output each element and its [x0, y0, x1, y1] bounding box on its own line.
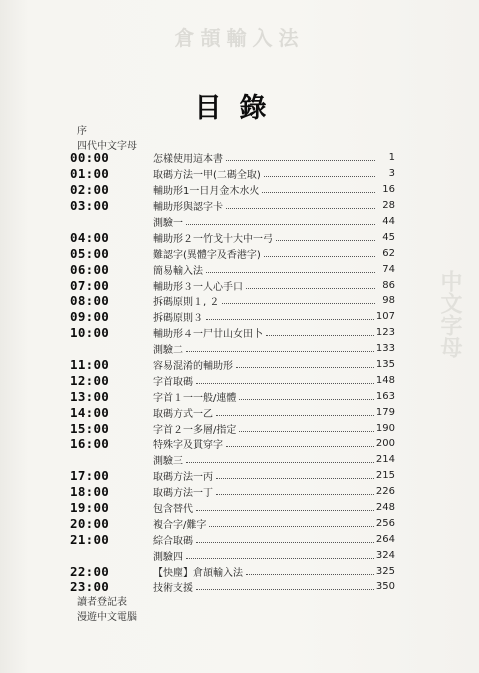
toc-entry-label: 取碼方法一丁 — [153, 488, 213, 500]
toc-leader-dots — [262, 192, 375, 193]
toc-page-number: 248 — [375, 502, 395, 514]
toc-row — [70, 515, 395, 531]
front-item-preface: 序 — [77, 126, 87, 137]
toc-page-number: 190 — [375, 422, 395, 434]
toc-time: 22:00 — [70, 563, 110, 579]
toc-entry — [153, 245, 395, 261]
toc-page-number: 123 — [375, 327, 395, 339]
toc-time: 14:00 — [70, 404, 110, 420]
toc-entry-label: 取碼方法一丙 — [153, 472, 213, 484]
toc-row — [70, 404, 395, 420]
toc-row — [70, 214, 395, 230]
toc-page-number: 107 — [375, 311, 395, 323]
toc-entry — [153, 150, 395, 166]
toc-entry-label: 難認字(異體字及香港字) — [153, 249, 261, 261]
toc-page-number: 214 — [375, 454, 395, 466]
toc-page-number: 256 — [375, 517, 395, 529]
toc-entry — [153, 563, 395, 579]
toc-row — [70, 420, 395, 436]
toc-row — [70, 277, 395, 293]
toc-row — [70, 150, 395, 166]
toc-leader-dots — [196, 589, 374, 590]
toc-entry-label: 取碼方式一乙 — [153, 408, 213, 420]
toc-time: 15:00 — [70, 420, 110, 436]
toc-leader-dots — [216, 494, 374, 495]
toc-row — [70, 293, 395, 309]
toc-leader-dots — [216, 478, 374, 479]
toc-page-number: 226 — [375, 486, 395, 498]
toc-time: 08:00 — [70, 293, 110, 309]
toc-entry-label: 測驗三 — [153, 456, 183, 468]
toc-row — [70, 245, 395, 261]
toc-page-number: 44 — [382, 216, 395, 227]
toc-page-number: 86 — [382, 279, 395, 291]
toc-time: 16:00 — [70, 436, 110, 452]
toc-entry-label: 容易混淆的輔助形 — [153, 361, 233, 373]
toc-leader-dots — [246, 288, 375, 289]
toc-leader-dots — [206, 272, 375, 273]
toc-row — [70, 341, 395, 357]
toc-leader-dots — [246, 574, 374, 575]
toc-entry — [153, 436, 395, 452]
toc-entry — [153, 198, 395, 214]
toc-row — [70, 484, 395, 500]
toc-entry — [153, 261, 395, 277]
toc-page-number: 215 — [375, 470, 395, 482]
toc-page-number: 148 — [375, 374, 395, 386]
toc-row — [70, 500, 395, 516]
toc-page-number: 74 — [382, 263, 395, 275]
toc-leader-dots — [226, 160, 375, 161]
toc-entry — [153, 404, 395, 420]
toc-time: 17:00 — [70, 468, 110, 484]
toc-entry — [153, 277, 395, 293]
toc-time: 20:00 — [70, 515, 110, 531]
toc-time: 09:00 — [70, 309, 110, 325]
toc-entry-label: 取碼方法一甲(二碼全取) — [153, 170, 261, 182]
toc-page-number: 133 — [375, 343, 395, 355]
toc-row — [70, 309, 395, 325]
toc-page-number: 135 — [375, 359, 395, 371]
toc-time: 23:00 — [70, 579, 110, 595]
back-item-roaming: 漫遊中文電腦 — [77, 612, 137, 623]
toc-page-number: 200 — [375, 438, 395, 450]
toc-leader-dots — [239, 431, 374, 432]
toc-row — [70, 388, 395, 404]
back-item-registration: 讀者登記表 — [77, 597, 127, 608]
toc-row — [70, 563, 395, 579]
toc-entry-label: 綜合取碼 — [153, 535, 193, 547]
toc-time: 12:00 — [70, 372, 110, 388]
toc-page-number: 16 — [382, 184, 395, 196]
toc-row — [70, 468, 395, 484]
toc-page-number: 324 — [375, 549, 395, 561]
toc-row — [70, 325, 395, 341]
toc-entry-label: 技術支援 — [153, 583, 193, 595]
toc-entry — [153, 388, 395, 404]
toc-entry — [153, 182, 395, 198]
toc-time: 02:00 — [70, 182, 110, 198]
toc-entry-label: 輔助形３一人心手口 — [153, 281, 243, 293]
toc-leader-dots — [186, 558, 374, 559]
toc-entry-label: 測驗一 — [153, 218, 183, 229]
toc-row — [70, 182, 395, 198]
toc-entry — [153, 214, 395, 230]
toc-entry-label: 輔助形２一竹戈十大中一弓 — [153, 233, 273, 245]
toc-leader-dots — [206, 319, 374, 320]
toc-entry — [153, 468, 395, 484]
toc-entry — [153, 325, 395, 341]
toc-list — [70, 150, 395, 595]
toc-leader-dots — [239, 399, 374, 400]
toc-page-number: 3 — [388, 168, 395, 180]
bleed-through-header: 倉頡輸入法 — [174, 26, 305, 50]
toc-page-number: 28 — [382, 200, 395, 212]
toc-time: 19:00 — [70, 500, 110, 516]
toc-leader-dots — [236, 367, 374, 368]
toc-time: 01:00 — [70, 166, 110, 182]
toc-entry — [153, 500, 395, 516]
toc-entry-label: 字首取碼 — [153, 376, 193, 388]
toc-time: 07:00 — [70, 277, 110, 293]
toc-entry-label: 【快塵】倉頡輸入法 — [153, 567, 243, 579]
toc-entry-label: 包含替代 — [153, 504, 193, 516]
toc-entry-label: 測驗四 — [153, 551, 183, 563]
toc-entry-label: 複合字/難字 — [153, 519, 207, 531]
toc-leader-dots — [276, 240, 375, 241]
toc-entry — [153, 309, 395, 325]
toc-leader-dots — [216, 415, 374, 416]
toc-entry — [153, 515, 395, 531]
toc-leader-dots — [266, 335, 374, 336]
toc-time: 13:00 — [70, 388, 110, 404]
toc-entry-label: 字首１一一般/連體 — [153, 392, 237, 404]
toc-row — [70, 531, 395, 547]
toc-leader-dots — [196, 510, 374, 511]
toc-leader-dots — [226, 208, 375, 209]
toc-time: 05:00 — [70, 245, 110, 261]
toc-entry-label: 特殊字及貫穿字 — [153, 440, 223, 452]
toc-page-number: 62 — [382, 247, 395, 259]
toc-time: 11:00 — [70, 357, 110, 373]
toc-entry — [153, 579, 395, 595]
toc-entry-label: 拆碼原則３ — [153, 313, 203, 325]
toc-page-number: 163 — [375, 390, 395, 402]
toc-page-number: 98 — [382, 295, 395, 307]
toc-leader-dots — [186, 462, 374, 463]
toc-page-number: 1 — [388, 152, 395, 164]
toc-time: 04:00 — [70, 229, 110, 245]
toc-entry-label: 拆碼原則１, ２ — [153, 297, 220, 309]
toc-row — [70, 547, 395, 563]
toc-entry — [153, 166, 395, 182]
toc-entry-label: 測驗二 — [153, 345, 183, 357]
toc-leader-dots — [264, 176, 375, 177]
toc-page-number: 325 — [375, 565, 395, 577]
toc-time: 10:00 — [70, 325, 110, 341]
front-item-alphabet: 四代中文字母 — [77, 141, 137, 152]
toc-leader-dots — [196, 383, 374, 384]
toc-time: 06:00 — [70, 261, 110, 277]
toc-entry-label: 簡易輸入法 — [153, 265, 203, 277]
toc-time: 00:00 — [70, 150, 110, 166]
toc-page-number: 45 — [382, 231, 395, 243]
toc-leader-dots — [209, 526, 374, 527]
toc-entry-label: 輔助形４一尸廿山女田卜 — [153, 329, 263, 341]
toc-entry — [153, 357, 395, 373]
toc-row — [70, 198, 395, 214]
toc-leader-dots — [186, 351, 374, 352]
toc-entry — [153, 531, 395, 547]
toc-row — [70, 452, 395, 468]
toc-leader-dots — [222, 303, 375, 304]
bleed-through-side-text: 中文字母 — [437, 270, 462, 358]
toc-entry-label: 怎樣使用這本書 — [153, 154, 223, 166]
toc-row — [70, 436, 395, 452]
toc-entry — [153, 484, 395, 500]
toc-time: 21:00 — [70, 531, 110, 547]
toc-entry — [153, 372, 395, 388]
toc-row — [70, 261, 395, 277]
toc-entry — [153, 293, 395, 309]
toc-entry — [153, 420, 395, 436]
toc-time: 18:00 — [70, 484, 110, 500]
toc-leader-dots — [186, 224, 375, 225]
toc-leader-dots — [264, 256, 375, 257]
toc-row — [70, 372, 395, 388]
toc-entry-label: 輔助形1一日月金木水火 — [153, 186, 260, 198]
toc-entry — [153, 547, 395, 563]
toc-row — [70, 357, 395, 373]
toc-entry — [153, 452, 395, 468]
toc-entry — [153, 229, 395, 245]
toc-row — [70, 166, 395, 182]
toc-leader-dots — [226, 446, 374, 447]
toc-entry-label: 字首２一多層/指定 — [153, 424, 237, 436]
toc-leader-dots — [196, 542, 374, 543]
toc-page-number: 264 — [375, 533, 395, 545]
toc-page-number: 350 — [375, 581, 395, 593]
toc-time: 03:00 — [70, 198, 110, 214]
toc-page-number: 179 — [375, 406, 395, 418]
toc-entry — [153, 341, 395, 357]
toc-row — [70, 229, 395, 245]
page-title: 目錄 — [194, 93, 285, 124]
toc-entry-label: 輔助形與認字卡 — [153, 202, 223, 214]
